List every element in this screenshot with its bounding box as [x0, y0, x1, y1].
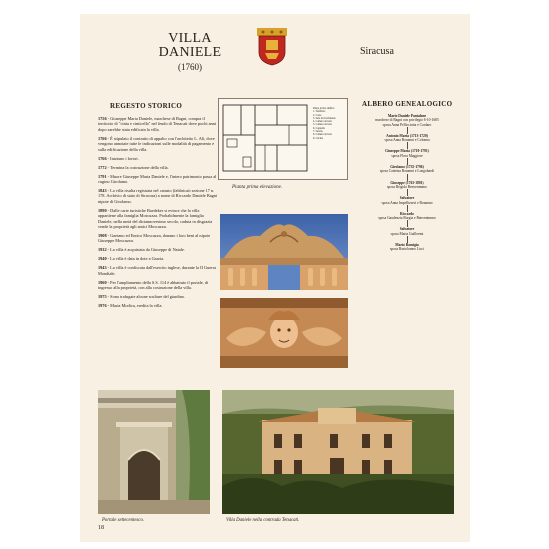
page-number: 18	[98, 525, 104, 531]
entry-year: 1766	[98, 155, 107, 161]
tree-node-spouse: sposa Maria Guilleemi	[390, 231, 424, 236]
entry-text: - Dalle carte turistiche Baedeker si evince che la villa appartiene alla famiglia Moscuzza. Probabilmente la famiglia Daniele, nella metà del diciannovesimo secolo, caduta in disgrazia vende la proprietà agli amici Moscuzza.	[98, 207, 213, 230]
entry-text: - Termina la costruzione della villa.	[107, 164, 169, 170]
plan-legend-item: 6. Cappella	[313, 126, 325, 130]
tree-node-name: Giuseppe Maria (1710-1791)	[385, 149, 429, 154]
tree-node-spouse: sposa Caterina Bonanni e Longobardi	[379, 169, 435, 174]
tree-node-name: Riccardo	[400, 211, 414, 216]
villa-title	[150, 32, 230, 60]
entry-year: 1940	[98, 256, 107, 262]
tree-node	[352, 134, 462, 143]
entry-year: 1791	[98, 173, 107, 179]
regesto-entry	[98, 116, 218, 132]
city-crest-icon	[257, 28, 287, 66]
tree-node	[352, 114, 462, 127]
entry-text: - La villa è confiscata dall'esercito inglese, durante la II Guerra Mondiale.	[98, 265, 216, 276]
tree-node-spouse: sposa Bartolomeo Lisci	[390, 247, 424, 252]
plan-legend	[313, 110, 345, 140]
plan-legend-item: 1. Vestibolo	[313, 110, 326, 114]
entry-text: - Maria Modica, eredita la villa.	[107, 303, 163, 309]
villa-photo	[222, 390, 454, 514]
entry-text: - È stipulato il contratto di appalto con l'architetto L. Alì, dove vengono annotate tutte le indicazioni sulle modalità di pagamento e sulla edificazione della villa.	[98, 135, 215, 152]
regesto-entry	[98, 294, 218, 299]
entry-text: - La villa è acquistata da Giuseppe di Natale.	[107, 247, 185, 253]
tree-connector	[407, 142, 408, 149]
tree-node-name: Salvatore	[399, 196, 415, 201]
entry-year: 1975	[98, 294, 107, 300]
entry-text: - Sono trafugate alcune sculture del giardino.	[107, 294, 186, 300]
tree-node-name: Salvatore	[399, 227, 415, 232]
tree-node-spouse: sposa Brigida Benvenimmo	[387, 184, 427, 189]
entry-text: - Per l'ampliamento della S.S. 114 è abbattuto il portale, di ingresso alla proprietà, con alla costruzione della villa.	[98, 279, 209, 291]
title-line-1: VILLA	[168, 31, 212, 46]
albero-heading: ALBERO GENEALOGICO	[362, 100, 453, 108]
plan-legend-item: 4. Camera da letto	[313, 120, 333, 124]
regesto-entry	[98, 165, 218, 170]
regesto-heading: REGESTO STORICO	[110, 102, 183, 110]
tree-node-detail: marchese di Bagni con privilegio 6-10-1685	[375, 118, 439, 123]
tree-node-spouse: sposa Anna Impellizzeri e Bonanno	[381, 200, 433, 205]
entry-text: - La villa è data in dote a Grazia.	[107, 256, 165, 262]
regesto-entry	[98, 156, 218, 161]
plan-legend-item: 2. Corte	[313, 113, 322, 117]
regesto-entries	[98, 116, 218, 312]
plan-legend-item: 9. Cucina	[313, 136, 323, 140]
portal-photo	[98, 390, 210, 514]
tree-connector	[407, 127, 408, 134]
plan-legend-item: 5. Camera da letto	[313, 123, 333, 127]
regesto-entry	[98, 265, 218, 276]
entry-year: 1932	[98, 247, 107, 253]
entry-text: - La villa risulta registrata nel catasto (fabbricati sezione 17 n. 178. Archivio di stato di Siracusa) a nome di Riccardo Daniele Bagni nipote di Girolamo.	[98, 188, 218, 204]
title-line-2: DANIELE	[158, 45, 222, 60]
family-tree	[352, 114, 462, 252]
regesto-entry	[98, 233, 218, 244]
balustrade-photo	[220, 214, 348, 290]
regesto-entry	[98, 208, 218, 230]
entry-text: - Iniziano i lavori.	[107, 155, 139, 161]
regesto-entry	[98, 303, 218, 308]
tree-node	[352, 212, 462, 221]
entry-text: - Muore Giuseppe Maria Daniele e, l'intero patrimonio passa al cugino Girolamo.	[98, 173, 217, 185]
entry-year: 1756	[98, 116, 107, 121]
entry-year: 1890	[98, 207, 107, 213]
tree-node-spouse: sposa Flora Maggiore	[391, 153, 423, 158]
tree-node	[352, 165, 462, 174]
entry-year: 1943	[98, 265, 107, 271]
regesto-entry	[98, 188, 218, 204]
tree-node	[352, 149, 462, 158]
tree-connector	[407, 220, 408, 227]
catalog-page	[80, 14, 470, 542]
villa-year: (1760)	[178, 62, 202, 72]
tree-node	[352, 227, 462, 236]
regesto-entry	[98, 256, 218, 261]
tree-connector	[407, 189, 408, 196]
tree-node	[352, 181, 462, 190]
tree-node-spouse: sposa Anna Bonanni e Colonna	[384, 138, 430, 143]
floor-plan	[218, 98, 348, 180]
entry-year: 1960	[98, 279, 107, 285]
entry-text: - Giuseppe Maria Daniele, marchese di Bagni, compra il territorio di "cinta e cinticella" nel feudo di Tenacati dove pochi anni dopo sarebbe stata edificata la villa.	[98, 116, 217, 132]
plan-legend-item: 3. Sala di ricevimento	[313, 116, 336, 120]
tree-connector	[407, 205, 408, 212]
entry-year: 1843	[98, 188, 107, 194]
entry-year: 1772	[98, 164, 107, 170]
tree-node-spouse: sposa Gaudenzia Borgia e Benvenimmo	[378, 216, 436, 221]
tree-node	[352, 243, 462, 252]
plan-legend-item: 8. Camera da letto	[313, 133, 333, 137]
entry-year: 1976	[98, 303, 107, 309]
tree-node-name: Giuseppe (1763-1801)	[390, 180, 424, 185]
tree-connector	[407, 236, 408, 243]
plan-caption: Pianta prima elevazione.	[232, 185, 283, 190]
tree-connector	[407, 158, 408, 165]
tree-node-spouse: sposa Anna Pellicciotta e Cordaro	[382, 122, 432, 127]
regesto-entry	[98, 280, 218, 291]
tree-node-name: Antonio Maria (1713-1720)	[386, 133, 428, 138]
tree-node-name: Mario Daniele Pantalone	[387, 114, 427, 118]
entry-text: - Gaetano ed Enrico Moscuzza, donano i loro beni al nipote Giuseppe Moscuzza.	[98, 233, 211, 244]
portal-caption: Portale settecentesco.	[102, 518, 145, 523]
villa-caption: Villa Daniele nella contrada Tenacati.	[226, 518, 300, 523]
plan-legend-title: Piano primo edificio	[313, 107, 335, 110]
mascaron-photo	[220, 298, 348, 368]
city-name: Siracusa	[360, 46, 394, 57]
regesto-entry	[98, 136, 218, 152]
tree-node-name: Girolamo (1735-1796)	[390, 165, 424, 170]
entry-year: 1766	[98, 135, 107, 141]
plan-legend-item: 7. Salotto	[313, 130, 323, 134]
tree-node-name: Mario Romigia	[395, 243, 419, 248]
tree-connector	[407, 174, 408, 181]
regesto-entry	[98, 174, 218, 185]
tree-node	[352, 196, 462, 205]
entry-year: 1908	[98, 233, 107, 239]
regesto-entry	[98, 247, 218, 252]
